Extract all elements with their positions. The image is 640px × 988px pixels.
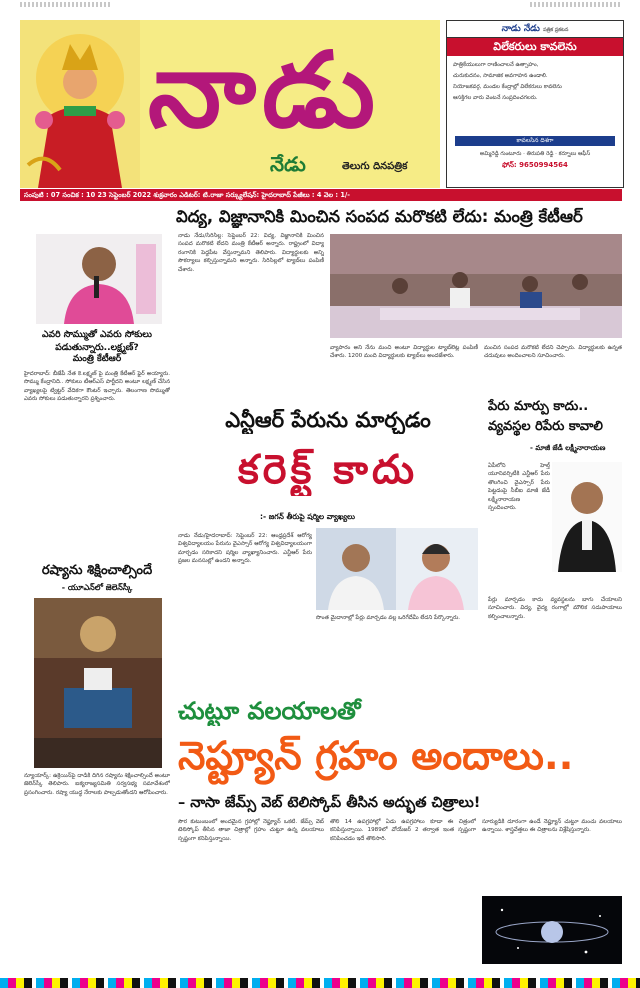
ad-bullet: చురుకుదనం, సామాజిక అవగాహన ఉండాలి. bbox=[453, 73, 548, 79]
ad-contact: తిరుపతి రెడ్డి bbox=[526, 151, 554, 157]
un-assembly-photo bbox=[34, 598, 162, 768]
masthead bbox=[20, 20, 440, 188]
ad-contact-header: కావలసిన దిశగా bbox=[455, 136, 615, 146]
neptune-kicker: చుట్టూ వలయాలతో bbox=[178, 697, 361, 725]
goddess-illustration bbox=[20, 20, 140, 188]
rename-headline-line2: వ్యవస్థల రిపేరు కావాలి bbox=[488, 419, 603, 434]
rename-byline: - మాజీ జేడీ లక్ష్మీనారాయణ bbox=[530, 444, 606, 452]
lakshminarayana-photo bbox=[552, 462, 622, 572]
ktr-body-col2: వ్యాపారం అని నేను మంచి అంటూ విద్యార్థుల ట్యాబ్‌లెట్ల పంపిణీ చేశారు. 1200 మంది విద్యార్థులకు ట్యాబ్‌లు అందజేశారు. bbox=[330, 345, 478, 360]
masthead-tagline: తెలుగు దినపత్రిక bbox=[342, 161, 408, 172]
ntr-body-col1: నాడు నేడు/హైదరాబాద్: సెప్టెంబర్ 22: ఆంధ్రప్రదేశ్ ఆరోగ్య విశ్వవిద్యాలయం పేరును వైఎస్సార్ ఆరోగ్య విశ్వవిద్యాలయంగా మార్చడం సరికాదని షర్మిల వ్యాఖ్యానించారు. ఎన్టీఆర్ పేరు ప్రజల మనసుల్లో ఉందని అన్నారు. bbox=[178, 533, 312, 565]
russia-subhead: - యూఎన్‌లో జెలెన్‌స్కీ bbox=[61, 583, 133, 592]
ntr-byline: :- జగన్ తీరుపై షర్మిల వ్యాఖ్యలు bbox=[260, 512, 355, 521]
ad-headline: విలేకరులు కావలెను bbox=[447, 38, 623, 56]
rename-body-col2: పేర్లు మార్చడం కాదు వ్యవస్థలను బాగు చేయాలని సూచించారు. విద్య, వైద్య రంగాల్లో మౌలిక సదుపాయాలు కల్పించాలన్నారు. bbox=[488, 597, 622, 620]
ktr-caption-question: ఎవరి సొమ్ముతో ఎవరు సోకులు పడుతున్నారు..లక్ష్మణ్? bbox=[42, 329, 152, 353]
ad-bullet: ఆసక్తిగల వారు వెంటనే సంప్రదించగలరు. bbox=[453, 95, 538, 101]
ntr-body-col2: సొంత మైదానాల్లో పేర్లు మార్చడం వల్ల ఒరిగేదేమీ లేదని పేర్కొన్నారు. bbox=[316, 615, 461, 621]
russia-body: న్యూయార్క్: ఉక్రెయిన్‌పై దాడికి దిగిన రష్యాను శిక్షించాల్సిందే అంటూ జెలెన్‌స్కీ తెలిపారు. ఐక్యరాజ్యసమితి సర్వసభ్య సమావేశంలో ప్రసంగించారు. రష్యా యుద్ధ నేరాలకు పాల్పడుతోందని ఆరోపించారు. bbox=[24, 773, 170, 796]
masthead-subtitle: నేడు bbox=[270, 152, 306, 176]
masthead-title-logo: నాడు bbox=[148, 34, 382, 146]
ad-bullet: నియోజకవర్గ, మండల కేంద్రాల్లో విలేకరులు కావలెను bbox=[453, 84, 562, 90]
ad-bullets bbox=[447, 56, 623, 134]
neptune-body-col1: సౌర కుటుంబంలో అందమైన గ్రహాల్లో నెప్ట్యూన్ ఒకటి. జేమ్స్ వెబ్ టెలిస్కోప్ తీసిన తాజా చిత్రాల్లో గ్రహం చుట్టూ ఉన్న వలయాలు స్పష్టంగా కనిపిస్తున్నాయి. bbox=[178, 819, 324, 842]
russia-headline: రష్యాను శిక్షించాల్సిందే bbox=[41, 563, 153, 578]
rename-body-col1: ఏపీలోని హెల్త్ యూనివర్సిటీకి ఎన్టీఆర్ పేరు తొలగించి వైఎస్సార్ పేరు పెట్టడంపై సీబీఐ మాజీ జేడీ లక్ష్మీనారాయణ స్పందించారు. bbox=[488, 463, 550, 512]
ad-bullet: పాత్రికేయులుగా రాణించాలనే ఉత్సాహం, bbox=[453, 62, 539, 68]
ktr-body-col3: మంచిన సంపద మరొకటి లేదని చెప్పారు. విద్యార్థులకు ఉన్నత చదువులు అందించాలని సూచించారు. bbox=[484, 345, 622, 360]
neptune-subhead: – నాసా జేమ్స్ వెబ్ టెలిస్కోప్ తీసిన అద్భుత చిత్రాలు! bbox=[178, 795, 481, 811]
neptune-headline: నెప్ట్యూన్ గ్రహం అందాలు.. bbox=[178, 734, 574, 779]
recruitment-ad: నాడు నేడు పత్రిక ప్రకటన విలేకరులు కావలెను పాత్రికేయులుగా రాణించాలనే ఉత్సాహం, చురుకుదనం, సామాజిక అవగాహన ఉండాలి. నియోజకవర్గ, మండల కేంద్రాల్లో విలేకరులు కావలెను ఆసక్తిగల వారు వెంటనే సంప్రదించగలరు. కావలసిన దిశగా అమ్మిరెడ్డి గుంటూరు · తిరుపతి రెడ్డి · కర్నూలు ఆఫీస్ ఫోన్: 9650994564 bbox=[446, 20, 624, 188]
neptune-planet-photo bbox=[482, 896, 622, 964]
ad-contact: కర్నూలు ఆఫీస్ bbox=[558, 151, 591, 157]
ktr-headline: విద్య, విజ్ఞానానికి మించిన సంపద మరొకటి లేదు: మంత్రి కేటీఆర్ bbox=[176, 207, 583, 226]
issue-info-bar: సంపుటి : 07 సంచిక : 10 23 సెప్టెంబర్ 2022 శుక్రవారం ఎడిటర్: టి.రాజా సర్క్యులేషన్: హైదరాబాద్ పేజీలు : 4 వెల : 1/- bbox=[20, 189, 622, 201]
ktr-portrait-photo bbox=[36, 234, 162, 324]
rename-headline-line1: పేరు మార్పు కాదు.. bbox=[488, 399, 589, 414]
registration-mark bbox=[20, 2, 110, 7]
registration-mark bbox=[530, 2, 620, 7]
ad-top-small: పత్రిక ప్రకటన bbox=[543, 27, 569, 33]
ad-contact: అమ్మిరెడ్డి గుంటూరు bbox=[479, 151, 522, 157]
ktr-body-col1: నాడు నేడు/సిరిసిల్ల: సెప్టెంబర్ 22: విద్య, విజ్ఞానానికి మించిన సంపద మరొకటి లేదని మంత్రి కేటీఆర్ అన్నారు. రాష్ట్రంలో విద్యా రంగానికి పెద్దపీట వేస్తున్నామని తెలిపారు. విద్యార్థులకు అన్ని సౌకర్యాలు కల్పిస్తున్నామని అన్నారు. సిరిసిల్లలో ట్యాబ్‌లు పంపిణీ చేశారు. bbox=[178, 233, 324, 273]
ktr-event-photo bbox=[330, 234, 622, 338]
ktr-lakshman-body: హైదరాబాద్: బీజేపీ నేత కె.లక్ష్మణ్ పై మంత్రి కేటీఆర్ ఫైర్ అయ్యారు. సొమ్ము కేంద్రానిది.. సోకులు టీఆర్ఎస్ పార్టీదని అంటూ లక్ష్మణ్ చేసిన వ్యాఖ్యలపై ట్విట్టర్ వేదికగా కౌంటర్ ఇచ్చారు. తెలంగాణ సొమ్ముతో ఎవరు సోకులు పడుతున్నారని ప్రశ్నించారు. bbox=[24, 371, 170, 403]
ntr-headline-line1: ఎన్టీఆర్ పేరును మార్చడం bbox=[225, 408, 431, 432]
neptune-body-col2: తొలి 14 ఉపగ్రహాల్లో ఏడు ఉపగ్రహాలు కూడా ఈ చిత్రంలో కనిపిస్తున్నాయి. 1989లో వోయేజర్ 2 తర్వాత ఇంత స్పష్టంగా కనిపించడం ఇదే తొలిసారి. bbox=[330, 819, 476, 842]
neptune-body-col3: సూర్యుడికి దూరంగా ఉండే నెప్ట్యూన్ చుట్టూ మంచు వలయాలు ఉన్నాయి. శాస్త్రవేత్తలు ఈ చిత్రాలను విశ్లేషిస్తున్నారు. bbox=[482, 819, 622, 834]
jagan-sharmila-photo bbox=[316, 528, 478, 610]
ntr-headline-line2: కరెక్ట్ కాదు bbox=[237, 447, 419, 493]
color-registration-strip bbox=[0, 978, 640, 988]
ktr-caption-byline: మంత్రి కేటీఆర్ bbox=[72, 354, 122, 364]
ad-phone: ఫోన్: 9650994564 bbox=[502, 161, 568, 169]
ad-top-title: నాడు నేడు bbox=[501, 24, 540, 34]
